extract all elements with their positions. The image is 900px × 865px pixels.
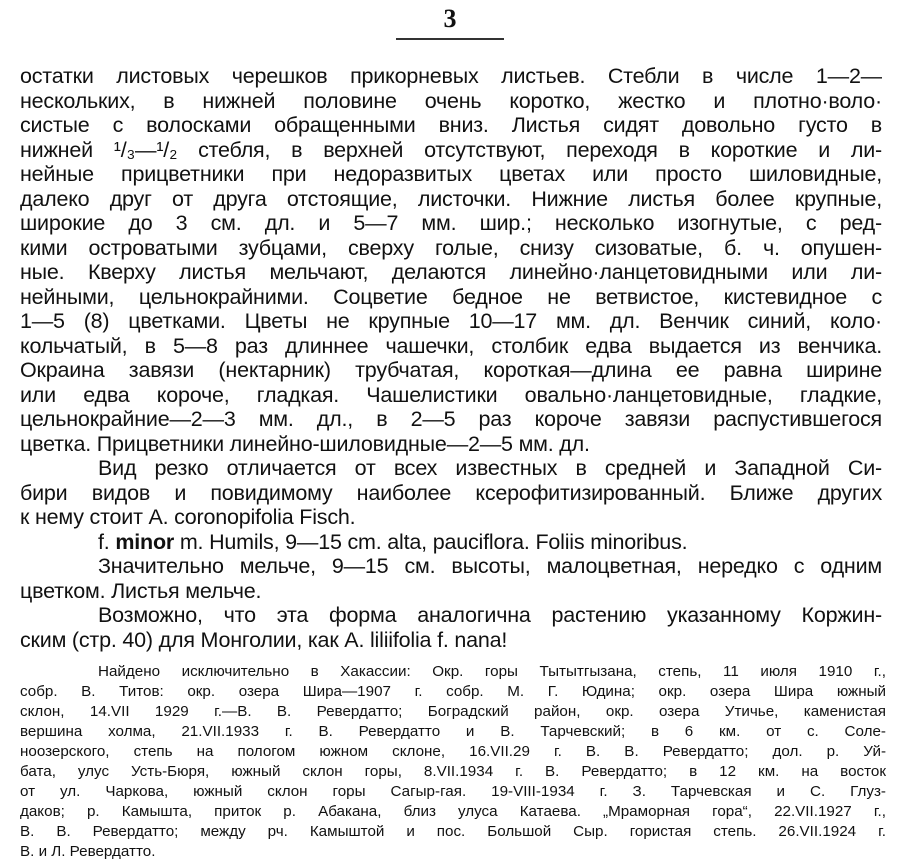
paragraph-line: к нему стоит A. coronopifolia Fisch. xyxy=(20,505,356,529)
locality-note-line: склон, 14.VII 1929 г.—В. В. Ревердатто; Боградский район, окр. озера Утичье, каменистая xyxy=(20,703,886,720)
paragraph-line: f. minor m. Humils, 9—15 cm. alta, pauciflora. Foliis minoribus. xyxy=(98,529,688,554)
paragraph-line: кими островатыми зубцами, сверху голые, снизу сизоватые, б. ч. опушен- xyxy=(20,235,882,260)
paragraph-line: широкие до 3 см. дл. и 5—7 мм. шир.; несколько изогнутые, с ред- xyxy=(20,211,882,235)
species-description xyxy=(20,64,882,652)
form-name: minor xyxy=(115,529,175,554)
paragraph-line: Возможно, что эта форма аналогична растению указанному Коржин- xyxy=(98,603,882,627)
locality-note-line: ноозерского, степь на пологом южном склоне, 16.VII.29 г. В. В. Ревердатто; дол. р. Уй- xyxy=(20,743,886,760)
locality-note-line: вершина холма, 21.VII.1933 г. В. Ревердатто и В. Тарчевский; в 6 км. от с. Соле- xyxy=(20,723,886,740)
page-number-rule xyxy=(396,38,504,40)
paragraph-line: кольчатый, в 5—8 раз длиннее чашечки, столбик едва выдается из венчика. xyxy=(20,333,882,358)
paragraph-line: ные. Кверху листья мельчают, делаются линейно·ланцетовидными или ли- xyxy=(20,260,882,284)
locality-note-line: от ул. Чаркова, южный склон горы Сагыр-гая. 19-VIII-1934 г. З. Тарчевская и С. Глуз- xyxy=(20,783,886,800)
locality-note-line: Найдено исключительно в Хакассии: Окр. горы Тытытгызана, степь, 11 июля 1910 г., xyxy=(98,663,886,680)
locality-note-line: В. и Л. Ревердатто. xyxy=(20,843,156,860)
paragraph-line: Значительно мельче, 9—15 см. высоты, малоцветная, нередко с одним xyxy=(98,554,882,578)
paragraph-line: бири видов и повидимому наиболее ксерофитизированный. Ближе других xyxy=(20,480,882,505)
paragraph-line: 1—5 (8) цветками. Цветы не крупные 10—17 мм. дл. Венчик синий, коло· xyxy=(20,309,882,333)
paragraph-line: нейными, цельнокрайними. Соцветие бедное не ветвистое, кистевидное с xyxy=(20,284,882,309)
locality-note-line: бата, улус Усть-Бюря, южный склон горы, 8.VII.1934 г. В. Ревердатто; в 12 км. на восток xyxy=(20,763,886,780)
locality-note-line: В. В. Ревердатто; между рч. Камыштой и пос. Большой Сыр. гористая степь. 26.VII.1924 г. xyxy=(20,823,886,840)
paragraph-line: цветка. Прицветники линейно-шиловидные—2—5 мм. дл. xyxy=(20,431,590,456)
page-number: 3 xyxy=(443,4,457,33)
paragraph-line: ским (стр. 40) для Монголии, как A. liliifolia f. nana! xyxy=(20,627,508,652)
paragraph-line: нейные прицветники при недоразвитых цветах или просто шиловидные, xyxy=(20,162,882,186)
paragraph-line: Вид резко отличается от всех известных в средней и Западной Си- xyxy=(98,456,882,480)
paragraph-line: далеко друг от друга отстоящие, листочки. Нижние листья более крупные, xyxy=(20,186,882,211)
paragraph-line: или едва короче, гладкая. Чашелистики овально·ланцетовидные, гладкие, xyxy=(20,382,882,407)
locality-note xyxy=(20,662,886,862)
locality-note-line: даков; р. Камышта, приток р. Абакана, близ улуса Катаева. „Мраморная гора“, 22.VII.1927 г., xyxy=(20,803,886,820)
paragraph-line: Окраина завязи (нектарник) трубчатая, короткая—длина ее равна ширине xyxy=(20,358,882,382)
paragraph-line: систые с волосками обращенными вниз. Листья сидят довольно густо в xyxy=(20,113,882,137)
paragraph-line: цельнокрайние—2—3 мм. дл., в 2—5 раз короче завязи распустившегося xyxy=(20,407,882,431)
paragraph-line: нижней ¹/₃—¹/₂ стебля, в верхней отсутствуют, переходя в короткие и ли- xyxy=(20,137,882,162)
paragraph-line: нескольких, в нижней половине очень коротко, жестко и плотно·воло· xyxy=(20,88,882,113)
paragraph-line: цветком. Листья мельче. xyxy=(20,578,262,603)
paragraph-line: остатки листовых черешков прикорневых листьев. Стебли в числе 1—2— xyxy=(20,64,882,88)
locality-note-line: собр. В. Титов: окр. озера Шира—1907 г. собр. М. Г. Юдина; окр. озера Шира южный xyxy=(20,683,886,700)
